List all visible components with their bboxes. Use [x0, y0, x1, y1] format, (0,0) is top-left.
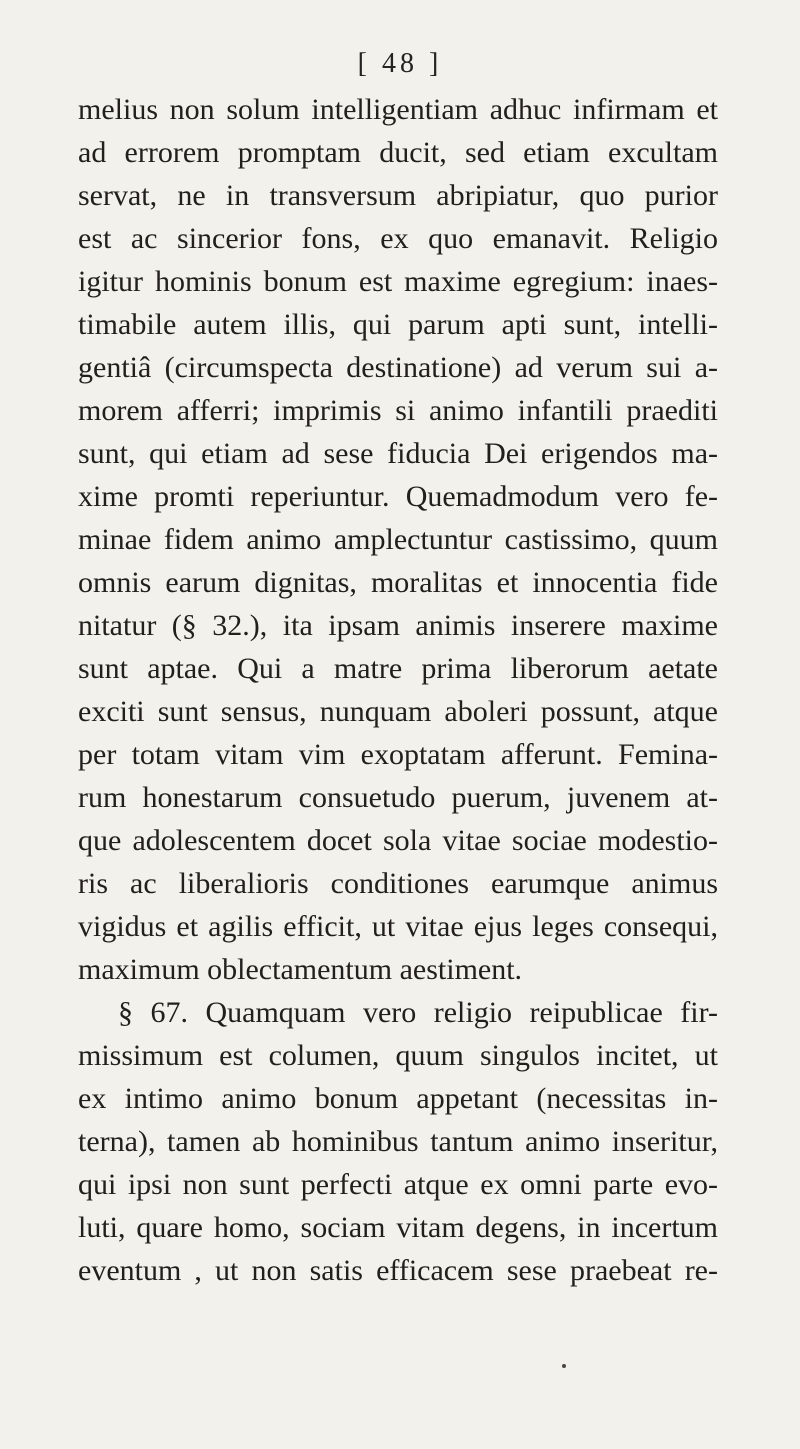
text-line: minae fidem animo amplectuntur castissimo, quum [78, 523, 718, 556]
text-line: xime promti reperiuntur. Quemadmodum vero fe- [78, 480, 718, 513]
text-line: est ac sincerior fons, ex quo emanavit. Religio [78, 222, 718, 255]
text-line: vigidus et agilis efficit, ut vitae ejus leges consequi, [78, 910, 718, 943]
text-line: rum honestarum consuetudo puerum, juvenem at- [78, 781, 718, 814]
text-line: nitatur (§ 32.), ita ipsam animis inserere maxime [78, 609, 718, 642]
text-line: terna), tamen ab hominibus tantum animo inseritur, [78, 1125, 718, 1158]
text-line: eventum , ut non satis efficacem sese praebeat re- [78, 1254, 718, 1287]
text-line: gentiâ (circumspecta destinatione) ad verum sui a- [78, 351, 718, 384]
text-line: ris ac liberalioris conditiones earumque animus [78, 867, 718, 900]
text-line: sunt, qui etiam ad sese fiducia Dei erigendos ma- [78, 437, 718, 470]
text-line: ad errorem promptam ducit, sed etiam excultam [78, 136, 718, 169]
text-line: melius non solum intelligentiam adhuc infirmam et [78, 93, 718, 126]
page-number-header: [ 48 ] [357, 48, 443, 79]
ink-speck [562, 1364, 566, 1368]
text-line: sunt aptae. Qui a matre prima liberorum aetate [78, 652, 718, 685]
text-line: per totam vitam vim exoptatam afferunt. Femina- [78, 738, 718, 771]
text-line: igitur hominis bonum est maxime egregium: inaes- [78, 265, 718, 298]
text-line: timabile autem illis, qui parum apti sunt, intelli- [78, 308, 718, 341]
text-line: ex intimo animo bonum appetant (necessitas in- [78, 1082, 718, 1115]
section-heading-line: § 67. Quamquam vero religio reipublicae fir- [118, 996, 718, 1029]
text-line: exciti sunt sensus, nunquam aboleri possunt, atque [78, 695, 718, 728]
text-line: omnis earum dignitas, moralitas et innocentia fide [78, 566, 718, 599]
text-line: morem afferri; imprimis si animo infantili praediti [78, 394, 718, 427]
text-line: luti, quare homo, sociam vitam degens, in incertum [78, 1211, 718, 1244]
body-text [78, 88, 718, 1292]
text-line: que adolescentem docet sola vitae sociae modestio- [78, 824, 718, 857]
paragraph-end-line: maximum oblectamentum aestiment. [78, 953, 523, 986]
text-line: servat, ne in transversum abripiatur, quo purior [78, 179, 718, 212]
text-line: qui ipsi non sunt perfecti atque ex omni parte evo- [78, 1168, 718, 1201]
text-line: missimum est columen, quum singulos incitet, ut [78, 1039, 718, 1072]
